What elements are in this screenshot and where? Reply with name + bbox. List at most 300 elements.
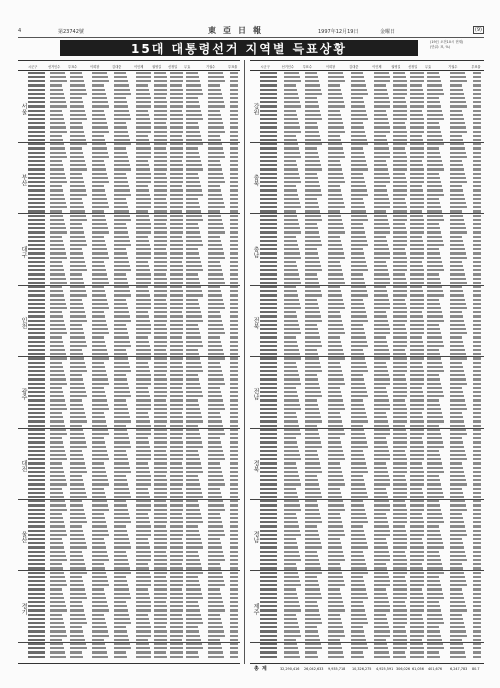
row-cell <box>230 597 238 599</box>
row-cell <box>473 588 481 590</box>
row-cell <box>374 525 389 527</box>
row-cell <box>351 223 363 225</box>
row-cell <box>410 601 424 603</box>
row-cell <box>230 588 238 590</box>
row-cell <box>305 303 318 305</box>
row-cell <box>328 93 342 95</box>
row-cell <box>114 542 130 544</box>
region-label: 제주 <box>252 602 259 615</box>
row-cell <box>427 370 444 372</box>
row-cell <box>136 593 149 595</box>
row-cell <box>427 227 440 229</box>
row-cell <box>328 576 343 578</box>
row-cell <box>393 635 407 637</box>
row-cell <box>450 244 464 246</box>
row-cell <box>284 177 300 179</box>
row-cell <box>114 173 126 175</box>
row-cell <box>473 215 481 217</box>
row-cell <box>284 492 297 494</box>
row-cell <box>186 89 202 91</box>
row-cell <box>50 160 62 162</box>
row-cell <box>328 227 344 229</box>
row-district-name <box>28 72 45 74</box>
row-cell <box>92 362 104 364</box>
row-cell <box>154 76 167 78</box>
row-cell <box>114 614 129 616</box>
row-cell <box>284 131 301 133</box>
row-cell <box>393 311 407 313</box>
row-cell <box>70 420 87 422</box>
row-cell <box>230 265 238 267</box>
row-cell <box>92 462 104 464</box>
row-cell <box>136 500 151 502</box>
row-cell <box>136 362 148 364</box>
row-cell <box>473 551 481 553</box>
row-cell <box>374 626 389 628</box>
row-cell <box>410 164 423 166</box>
row-cell <box>186 219 203 221</box>
row-cell <box>230 593 238 595</box>
row-cell <box>284 84 296 86</box>
row-district-name <box>28 567 45 569</box>
row-cell <box>284 374 299 376</box>
row-cell <box>154 345 167 347</box>
row-cell <box>154 105 167 107</box>
row-cell <box>427 223 439 225</box>
row-cell <box>374 273 389 275</box>
row-cell <box>170 542 183 544</box>
row-cell <box>374 471 388 473</box>
row-cell <box>50 542 63 544</box>
row-cell <box>305 429 318 431</box>
row-cell <box>186 177 199 179</box>
row-district-name <box>28 80 45 82</box>
row-cell <box>374 282 390 284</box>
row-cell <box>305 168 322 170</box>
row-cell <box>450 168 464 170</box>
row-cell <box>70 517 86 519</box>
row-cell <box>70 227 83 229</box>
row-cell <box>393 181 407 183</box>
row-cell <box>136 294 150 296</box>
row-cell <box>328 614 340 616</box>
row-district-name <box>260 336 277 338</box>
row-cell <box>50 168 64 170</box>
row-cell <box>284 189 297 191</box>
row-cell <box>170 357 183 359</box>
row-cell <box>186 647 203 649</box>
row-cell <box>230 551 238 553</box>
row-cell <box>170 156 183 158</box>
row-cell <box>92 76 108 78</box>
row-cell <box>410 622 424 624</box>
row-cell <box>450 559 467 561</box>
row-cell <box>393 374 405 376</box>
row-cell <box>230 362 238 364</box>
row-cell <box>450 462 462 464</box>
row-cell <box>374 567 387 569</box>
row-cell <box>473 626 481 628</box>
row-cell <box>50 84 62 86</box>
note-time: (19日 오전10시 현재) <box>430 40 464 44</box>
row-cell <box>230 408 238 410</box>
row-cell <box>170 362 182 364</box>
row-cell <box>70 110 85 112</box>
row-cell <box>351 105 365 107</box>
row-cell <box>92 219 106 221</box>
row-cell <box>70 614 85 616</box>
row-cell <box>114 101 127 103</box>
row-cell <box>427 269 444 271</box>
row-cell <box>450 383 467 385</box>
row-cell <box>170 462 182 464</box>
row-cell <box>374 294 388 296</box>
row-cell <box>410 521 424 523</box>
row-cell <box>450 391 463 393</box>
row-cell <box>328 483 345 485</box>
row-cell <box>70 223 82 225</box>
row-cell <box>473 546 481 548</box>
row-cell <box>92 336 104 338</box>
row-cell <box>136 84 148 86</box>
row-cell <box>351 618 367 620</box>
row-cell <box>50 311 62 313</box>
row-cell <box>230 576 238 578</box>
row-cell <box>170 185 182 187</box>
row-cell <box>374 101 390 103</box>
row-cell <box>450 236 462 238</box>
row-cell <box>114 105 128 107</box>
row-cell <box>70 173 82 175</box>
row-cell <box>186 555 199 557</box>
row-cell <box>230 479 238 481</box>
row-cell <box>284 311 296 313</box>
row-cell <box>393 114 407 116</box>
row-cell <box>114 126 127 128</box>
row-cell <box>374 110 386 112</box>
row-cell <box>170 471 183 473</box>
row-cell <box>393 429 406 431</box>
row-district-name <box>260 576 277 578</box>
row-district-name <box>260 656 277 658</box>
row-cell <box>393 395 407 397</box>
row-cell <box>410 429 424 431</box>
row-district-name <box>28 374 45 376</box>
row-cell <box>92 223 107 225</box>
header-6: 권영길 <box>152 65 162 69</box>
row-cell <box>374 605 390 607</box>
row-cell <box>208 483 225 485</box>
row-cell <box>427 118 444 120</box>
row-cell <box>50 416 63 418</box>
row-cell <box>92 257 109 259</box>
row-district-name <box>28 252 45 254</box>
row-cell <box>170 504 183 506</box>
row-cell <box>393 189 407 191</box>
row-cell <box>186 542 202 544</box>
row-cell <box>154 399 166 401</box>
row-cell <box>186 479 199 481</box>
row-cell <box>170 114 183 116</box>
row-cell <box>230 429 238 431</box>
row-cell <box>170 181 183 183</box>
row-cell <box>410 534 424 536</box>
row-cell <box>374 496 388 498</box>
row-cell <box>351 252 364 254</box>
row-cell <box>450 93 464 95</box>
row-cell <box>154 521 167 523</box>
row-cell <box>50 399 65 401</box>
row-cell <box>351 307 365 309</box>
row-cell <box>450 248 465 250</box>
row-cell <box>374 420 388 422</box>
row-cell <box>114 353 127 355</box>
row-cell <box>114 156 128 158</box>
row-cell <box>393 475 405 477</box>
row-cell <box>70 370 87 372</box>
row-cell <box>374 580 390 582</box>
row-cell <box>114 496 131 498</box>
row-cell <box>351 450 363 452</box>
row-cell <box>374 278 390 280</box>
row-cell <box>450 496 464 498</box>
row-district-name <box>260 156 277 158</box>
row-cell <box>208 521 222 523</box>
row-cell <box>328 231 345 233</box>
row-cell <box>186 441 202 443</box>
row-cell <box>70 559 84 561</box>
row-cell <box>305 605 318 607</box>
row-cell <box>284 475 299 477</box>
row-cell <box>186 72 198 74</box>
row-cell <box>393 399 405 401</box>
row-cell <box>50 412 62 414</box>
row-cell <box>427 656 440 658</box>
row-cell <box>393 425 405 427</box>
row-cell <box>208 534 225 536</box>
row-cell <box>427 110 442 112</box>
row-cell <box>186 500 198 502</box>
row-cell <box>328 244 342 246</box>
row-cell <box>450 555 466 557</box>
row-cell <box>328 521 342 523</box>
row-cell <box>473 219 481 221</box>
row-cell <box>410 248 424 250</box>
row-cell <box>427 559 441 561</box>
row-cell <box>70 454 83 456</box>
row-cell <box>230 198 238 200</box>
row-cell <box>136 206 151 208</box>
row-cell <box>374 147 389 149</box>
row-cell <box>230 454 238 456</box>
row-cell <box>410 93 424 95</box>
row-cell <box>154 328 167 330</box>
row-cell <box>92 437 104 439</box>
row-cell <box>154 156 167 158</box>
row-district-name <box>28 513 45 515</box>
row-cell <box>70 467 86 469</box>
row-cell <box>186 580 199 582</box>
row-cell <box>170 639 182 641</box>
row-cell <box>427 72 439 74</box>
row-cell <box>70 538 85 540</box>
row-cell <box>450 538 462 540</box>
row-cell <box>305 635 319 637</box>
row-cell <box>136 622 150 624</box>
row-cell <box>393 131 407 133</box>
row-cell <box>374 614 386 616</box>
row-cell <box>70 349 82 351</box>
row-cell <box>284 542 297 544</box>
row-cell <box>351 517 367 519</box>
row-cell <box>50 307 67 309</box>
row-cell <box>473 244 481 246</box>
row-cell <box>351 374 363 376</box>
row-cell <box>305 420 322 422</box>
row-cell <box>374 630 390 632</box>
row-cell <box>427 605 440 607</box>
row-cell <box>305 450 317 452</box>
row-district-name <box>28 471 45 473</box>
row-cell <box>208 143 222 145</box>
row-cell <box>410 349 424 351</box>
row-district-name <box>260 345 277 347</box>
row-cell <box>410 227 424 229</box>
row-cell <box>114 278 127 280</box>
row-cell <box>50 135 62 137</box>
row-cell <box>92 328 108 330</box>
row-cell <box>374 404 390 406</box>
header-10: 투표율 <box>471 65 481 69</box>
row-cell <box>473 467 481 469</box>
row-cell <box>305 584 319 586</box>
row-cell <box>374 76 390 78</box>
row-cell <box>284 488 296 490</box>
row-cell <box>154 366 167 368</box>
row-cell <box>410 122 424 124</box>
row-cell <box>136 244 150 246</box>
row-cell <box>154 454 167 456</box>
row-cell <box>92 458 109 460</box>
row-cell <box>473 110 481 112</box>
row-cell <box>70 236 85 238</box>
row-cell <box>284 399 299 401</box>
row-cell <box>70 332 84 334</box>
region-divider <box>18 428 240 429</box>
row-cell <box>473 387 481 389</box>
row-cell <box>374 286 386 288</box>
row-cell <box>284 437 296 439</box>
row-cell <box>154 80 167 82</box>
row-cell <box>450 101 466 103</box>
row-cell <box>92 286 104 288</box>
row-cell <box>70 408 84 410</box>
row-cell <box>393 303 406 305</box>
row-cell <box>351 198 363 200</box>
row-cell <box>473 89 481 91</box>
row-cell <box>410 509 424 511</box>
row-cell <box>450 198 465 200</box>
row-district-name <box>28 412 45 414</box>
row-cell <box>70 269 87 271</box>
row-cell <box>114 198 126 200</box>
row-cell <box>427 366 443 368</box>
row-cell <box>351 521 368 523</box>
row-cell <box>305 399 317 401</box>
row-cell <box>136 118 150 120</box>
row-district-name <box>28 546 45 548</box>
row-district-name <box>260 521 277 523</box>
row-cell <box>170 534 183 536</box>
row-cell <box>473 479 481 481</box>
row-cell <box>208 294 222 296</box>
row-cell <box>50 294 64 296</box>
row-cell <box>328 580 344 582</box>
row-cell <box>351 420 368 422</box>
row-cell <box>393 97 405 99</box>
row-cell <box>374 597 388 599</box>
row-cell <box>450 618 463 620</box>
row-cell <box>170 420 183 422</box>
row-cell <box>284 647 298 649</box>
row-cell <box>208 177 224 179</box>
row-district-name <box>260 488 277 490</box>
row-cell <box>427 236 442 238</box>
row-cell <box>410 374 424 376</box>
row-cell <box>208 496 222 498</box>
row-cell <box>410 450 424 452</box>
row-cell <box>114 89 130 91</box>
row-cell <box>230 639 238 641</box>
row-cell <box>473 282 481 284</box>
row-cell <box>136 597 150 599</box>
row-cell <box>208 72 223 74</box>
row-cell <box>374 215 387 217</box>
row-cell <box>136 126 151 128</box>
row-cell <box>92 454 108 456</box>
row-cell <box>427 580 440 582</box>
row-cell <box>92 374 107 376</box>
row-cell <box>114 450 126 452</box>
row-cell <box>230 194 238 196</box>
row-cell <box>186 252 199 254</box>
row-cell <box>186 513 201 515</box>
row-cell <box>154 656 167 658</box>
row-cell <box>230 97 238 99</box>
row-cell <box>427 311 442 313</box>
row-cell <box>186 93 203 95</box>
row-cell <box>208 530 224 532</box>
row-district-name <box>260 425 277 427</box>
row-cell <box>230 391 238 393</box>
row-cell <box>230 504 238 506</box>
row-district-name <box>260 513 277 515</box>
row-cell <box>374 143 388 145</box>
row-district-name <box>28 492 45 494</box>
left-results-table <box>18 60 240 664</box>
row-cell <box>92 349 107 351</box>
row-cell <box>70 651 82 653</box>
row-cell <box>328 160 340 162</box>
row-cell <box>427 303 440 305</box>
row-cell <box>284 383 301 385</box>
table-note <box>430 40 485 56</box>
row-cell <box>92 131 109 133</box>
row-cell <box>410 303 424 305</box>
row-cell <box>393 206 407 208</box>
row-cell <box>410 156 424 158</box>
row-cell <box>284 101 300 103</box>
